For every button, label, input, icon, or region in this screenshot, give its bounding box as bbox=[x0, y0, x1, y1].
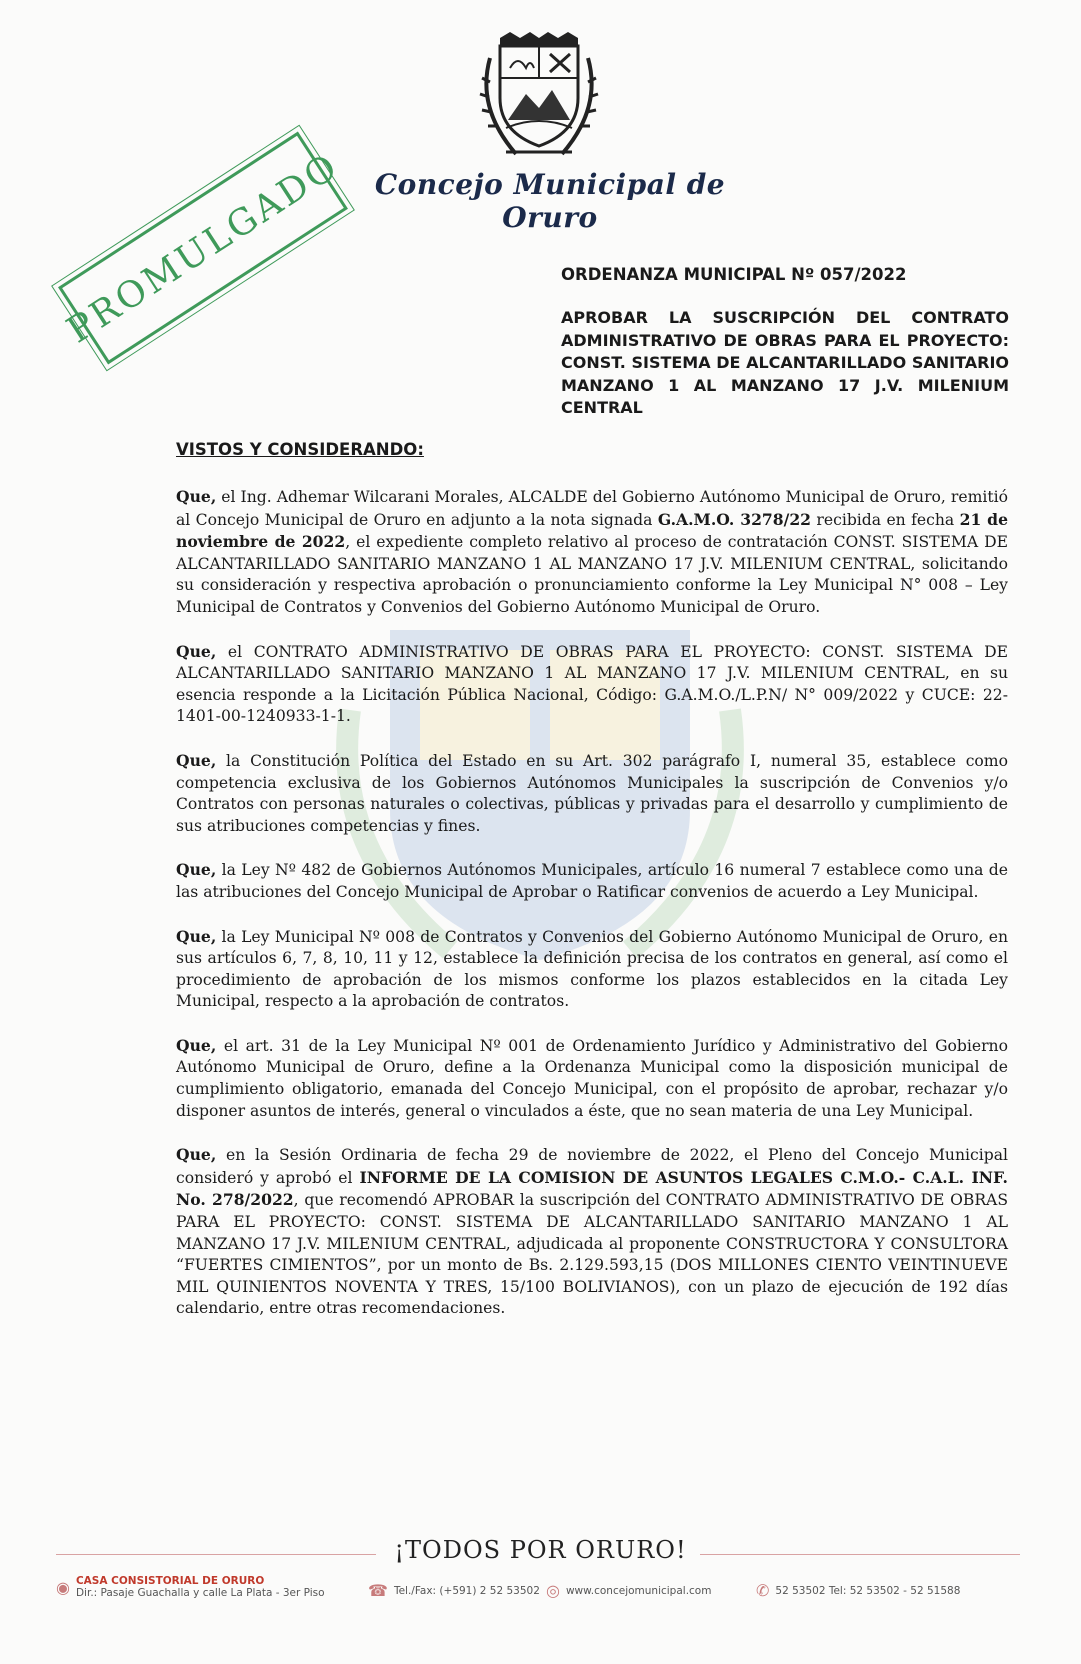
ordinance-subject: APROBAR LA SUSCRIPCIÓN DEL CONTRATO ADMINISTRATIVO DE OBRAS PARA EL PROYECTO: CONST. SISTEMA DE ALCANTARILLADO SANITARIO MANZANO 1 AL MANZANO 17 J.V. MILENIUM CENTRAL bbox=[561, 308, 1009, 417]
paragraph-6: Que, el art. 31 de la Ley Municipal Nº 001 de Ordenamiento Jurídico y Administrativo del Gobierno Autónomo Municipal de Oruro, define a la Ordenanza Municipal como la disposición municipal de cumplimiento obligatorio, emanada del Concejo Municipal, con el propósito de aprobar, rechazar y/o disponer asuntos de interés, general o vinculados a éste, que no sean materia de una Ley Municipal. bbox=[176, 1035, 1008, 1120]
paragraph-1: Que, el Ing. Adhemar Wilcarani Morales, ALCALDE del Gobierno Autónomo Municipal de Oruro, remitió al Concejo Municipal de Oruro en adjunto a la nota signada G.A.M.O. 3278/22 recibida en fecha 21 de noviembre de 2022, el expediente completo relativo al proceso de contratación CONST. SISTEMA DE ALCANTARILLADO SANITARIO MANZANO 1 AL MANZANO 17 J.V. MILENIUM CENTRAL, solicitando su consideración y respectiva aprobación o pronunciamiento conforme la Ley Municipal N° 008 – Ley Municipal de Contratos y Convenios del Gobierno Autónomo Municipal de Oruro. bbox=[176, 487, 1008, 616]
paragraph-7: Que, en la Sesión Ordinaria de fecha 29 de noviembre de 2022, el Pleno del Concejo Municipal consideró y aprobó el INFORME DE LA COMISION DE ASUNTOS LEGALES C.M.O.- C.A.L. INF. No. 278/2022, que recomendó APROBAR la suscripción del CONTRATO ADMINISTRATIVO DE OBRAS PARA EL PROYECTO: CONST. SISTEMA DE ALCANTARILLADO SANITARIO MANZANO 1 AL MANZANO 17 J.V. MILENIUM CENTRAL, adjudicada al proponente CONSTRUCTORA Y CONSULTORA “FUERTES CIMIENTOS”, por un monto de Bs. 2.129.593,15 (DOS MILLONES CIENTO VEINTINUEVE MIL QUINIENTOS NOVENTA Y TRES, 15/100 BOLIVIANOS), con un plazo de ejecución de 192 días calendario, entre otras recomendaciones. bbox=[176, 1145, 1008, 1318]
footer-phone bbox=[368, 1581, 540, 1600]
paragraph-5: Que, la Ley Municipal Nº 008 de Contratos y Convenios del Gobierno Autónomo Municipal de Oruro, en sus artículos 6, 7, 8, 10, 11 y 12, establece la definición precisa de los contratos en general, así como el procedimiento de aprobación de los mismos conforme los plazos establecidos en la citada Ley Municipal, respecto a la aprobación de contratos. bbox=[176, 926, 1008, 1011]
paragraph-2: Que, el CONTRATO ADMINISTRATIVO DE OBRAS PARA EL PROYECTO: CONST. SISTEMA DE ALCANTARILLADO SANITARIO MANZANO 1 AL MANZANO 17 J.V. MILENIUM CENTRAL, en su esencia responde a la Licitación Pública Nacional, Código: G.A.M.O./L.P.N/ N° 009/2022 y CUCE: 22-1401-00-1240933-1-1. bbox=[176, 641, 1008, 726]
section-title: VISTOS Y CONSIDERANDO: bbox=[176, 440, 424, 459]
globe-icon: ◎ bbox=[546, 1581, 560, 1600]
paragraph-4: Que, la Ley Nº 482 de Gobiernos Autónomos Municipales, artículo 16 numeral 7 establece como una de las atribuciones del Concejo Municipal de Aprobar o Ratificar convenios de acuerdo a Ley Municipal. bbox=[176, 860, 1008, 901]
council-name: Concejo Municipal de Oruro bbox=[374, 168, 726, 234]
tels-text: 52 53502 Tel: 52 53502 - 52 51588 bbox=[775, 1584, 961, 1597]
footer-address bbox=[56, 1575, 325, 1599]
fax-icon: ☎ bbox=[368, 1581, 388, 1600]
address-title: CASA CONSISTORIAL DE ORURO bbox=[75, 1575, 265, 1587]
paragraph-3: Que, la Constitución Política del Estado en su Art. 302 parágrafo I, numeral 35, establece como competencia exclusiva de los Gobiernos Autónomos Municipales la suscripción de Convenios y/o Contratos con personas naturales o colectivas, públicas y privadas para el desarrollo y cumplimiento de sus atribuciones competencias y fines. bbox=[176, 750, 1008, 835]
council-crest-icon bbox=[466, 28, 612, 166]
footer-website bbox=[546, 1581, 711, 1600]
location-pin-icon: ◉ bbox=[56, 1577, 70, 1597]
footer-tels bbox=[756, 1581, 960, 1600]
website-text: www.concejomunicipal.com bbox=[565, 1584, 712, 1597]
footer-slogan: ¡TODOS POR ORURO! bbox=[394, 1536, 687, 1564]
address-line: Dir.: Pasaje Guachalla y calle La Plata - 3er Piso bbox=[75, 1587, 325, 1599]
document-body bbox=[176, 486, 1008, 1342]
footer bbox=[56, 1575, 1036, 1603]
ordinance-number: ORDENANZA MUNICIPAL Nº 057/2022 bbox=[561, 265, 907, 284]
phone-text: Tel./Fax: (+591) 2 52 53502 bbox=[393, 1584, 540, 1597]
phone-icon: ✆ bbox=[756, 1581, 770, 1600]
promulgado-stamp: PROMULGADO bbox=[58, 132, 348, 365]
